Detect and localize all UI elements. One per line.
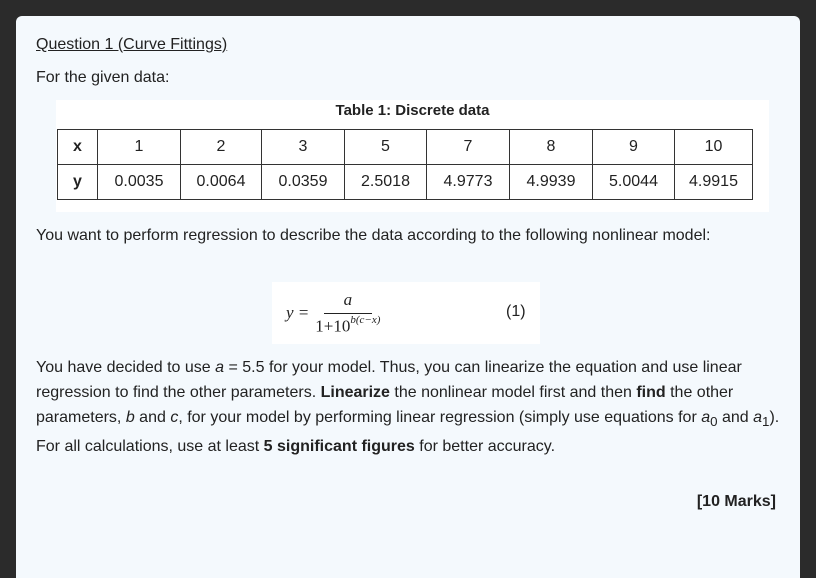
table-cell: 2.5018 xyxy=(345,165,427,200)
text-run: the other parameters, xyxy=(36,384,734,426)
bold-linearize: Linearize xyxy=(320,384,390,401)
table-cell: 4.9939 xyxy=(510,165,593,200)
text-run: = 5.5 for your model. Thus, you can linearize the equation and use linear regression to find the other parameters. xyxy=(36,359,742,401)
row-header-y: y xyxy=(58,165,98,200)
equation-numerator: a xyxy=(324,290,373,314)
text-run: and xyxy=(717,409,754,426)
table-cell: 9 xyxy=(593,130,675,165)
table-caption: Table 1: Discrete data xyxy=(335,102,490,119)
model-paragraph: You want to perform regression to describe the data according to the following nonlinear model: xyxy=(36,227,711,244)
table-cell: 7 xyxy=(427,130,510,165)
table-cell: 4.9773 xyxy=(427,165,510,200)
text-run: , for your model by performing linear regression (simply use equations for xyxy=(178,409,702,426)
denominator-exponent: b(c−x) xyxy=(350,314,381,326)
equation-fraction xyxy=(315,290,380,337)
table-cell: 0.0064 xyxy=(181,165,262,200)
sub-1: 1 xyxy=(762,414,770,430)
table-cell: 5 xyxy=(345,130,427,165)
sub-0: 0 xyxy=(710,414,718,430)
data-table-box xyxy=(56,100,769,212)
row-header-x: x xyxy=(58,130,98,165)
var-c: c xyxy=(170,409,179,426)
denominator-base: 1+10 xyxy=(315,316,351,336)
table-row-x xyxy=(58,130,753,165)
question-lead: For the given data: xyxy=(36,69,170,86)
table-cell: 10 xyxy=(675,130,753,165)
bold-find: find xyxy=(636,384,666,401)
data-table xyxy=(57,129,753,200)
text-run: ). For all calculations, use at least xyxy=(36,409,780,456)
table-cell: 2 xyxy=(181,130,262,165)
equation-number: (1) xyxy=(506,303,526,320)
var-a0: a xyxy=(701,409,711,426)
table-cell: 5.0044 xyxy=(593,165,675,200)
marks-label: [10 Marks] xyxy=(696,493,776,510)
question-title: Question 1 (Curve Fittings) xyxy=(36,36,228,53)
table-cell: 1 xyxy=(98,130,181,165)
table-cell: 3 xyxy=(262,130,345,165)
table-cell: 0.0035 xyxy=(98,165,181,200)
equation-denominator xyxy=(315,314,380,337)
equation-lhs: y = xyxy=(286,303,310,323)
question-page xyxy=(16,16,800,578)
model-equation xyxy=(286,290,380,337)
table-cell: 4.9915 xyxy=(675,165,753,200)
text-run: and xyxy=(134,409,171,426)
text-run: the nonlinear model first and then xyxy=(389,384,637,401)
var-b: b xyxy=(125,409,135,426)
text-run: for better accuracy. xyxy=(414,438,556,456)
text-run: You have decided to use xyxy=(36,359,216,376)
equation-box xyxy=(272,282,540,344)
table-row-y xyxy=(58,165,753,200)
table-cell: 0.0359 xyxy=(262,165,345,200)
var-a1: a xyxy=(753,409,763,426)
instructions-paragraph xyxy=(36,355,786,459)
bold-significant-figures: 5 significant figures xyxy=(263,438,415,456)
var-a: a xyxy=(215,359,225,376)
table-cell: 8 xyxy=(510,130,593,165)
